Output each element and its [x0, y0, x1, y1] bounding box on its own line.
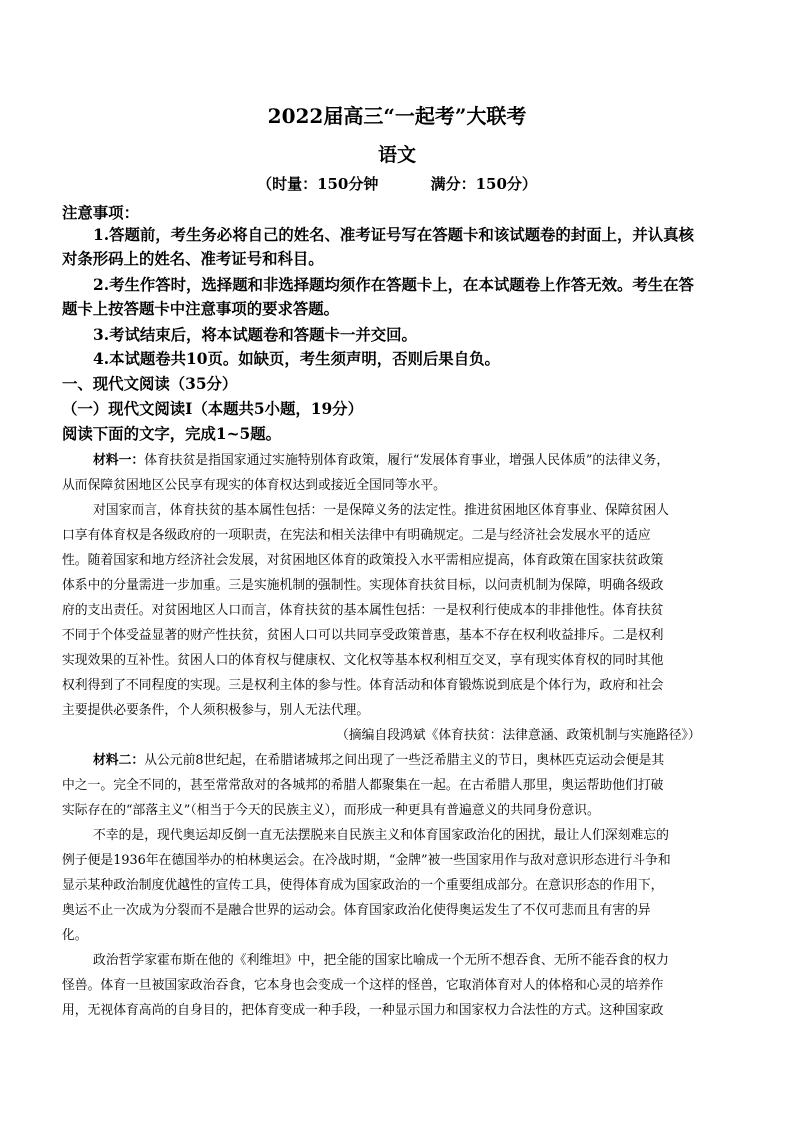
- material-one-label: 材料一：: [93, 453, 145, 468]
- material-one-source: （摘编自段鸿斌《体育扶贫：法律意涵、政策机制与实施路径》）: [336, 728, 701, 743]
- material-two-label: 材料二：: [93, 753, 145, 768]
- reading-instruction: 阅读下面的文字，完成1~5题。: [62, 425, 282, 443]
- exam-title: 2022届高三“一起考”大联考: [267, 104, 527, 128]
- passage-line: 权利得到了不同程度的实现。三是权利主体的参与性。体育活动和体育锻炼说到底是个体行为，政府和社会: [62, 678, 664, 693]
- passage-line: 体系中的分量需进一步加重。三是实施机制的强制性。实现体育扶贫目标，以问责机制为保障，明确各级政: [62, 578, 664, 593]
- passage-line: 化。: [62, 928, 88, 943]
- passage-line: 对国家而言，体育扶贫的基本属性包括：一是保障义务的法定性。推进贫困地区体育事业、保障贫困人: [93, 503, 669, 518]
- subject-title: 语文: [377, 144, 416, 166]
- section-heading: 一、现代文阅读（35分）: [62, 375, 238, 393]
- passage-line: 不同于个体受益显著的财产性扶贫，贫困人口可以共同享受政策普惠，基本不存在权利收益排斥。二是权利: [62, 628, 664, 643]
- notice-line: 4.本试题卷共10页。如缺页，考生须声明，否则后果自负。: [93, 350, 500, 368]
- notice-line: 2.考生作答时，选择题和非选择题均须作在答题卡上，在本试题卷上作答无效。考生在答: [93, 276, 694, 294]
- passage-line: 性。随着国家和地方经济社会发展，对贫困地区体育的政策投入水平需相应提高，体育政策在国家扶贫政策: [62, 553, 664, 568]
- passage-line: 显示某种政治制度优越性的宣传工具，使得体育成为国家政治的一个重要组成部分。在意识形态的作用下，: [62, 878, 664, 893]
- passage-text: 从公元前8世纪起，在希腊诸城邦之间出现了一些泛希腊主义的节日，奥林匹克运动会便是其: [144, 753, 665, 768]
- notice-heading: 注意事项：: [62, 204, 139, 222]
- sub-section-heading: （一）现代文阅读Ⅰ（本题共5小题，19分）: [62, 400, 363, 418]
- passage-line: 口享有体育权是各级政府的一项职责，在宪法和相关法律中有明确规定。二是与经济社会发展水平的适应: [62, 528, 651, 543]
- notice-line: 题卡上按答题卡中注意事项的要求答题。: [62, 300, 340, 318]
- notice-line: 1.答题前，考生务必将自己的姓名、准考证号写在答题卡和该试题卷的封面上，并认真核: [93, 226, 694, 244]
- time-score: （时量：150分钟 满分：150分）: [257, 175, 537, 193]
- passage-line: 主要提供必要条件，个人须积极参与，别人无法代理。: [62, 703, 370, 718]
- passage-line: 例子便是1936年在德国举办的柏林奥运会。在冷战时期，“金牌”被一些国家用作与敌对意识形态进行斗争和: [62, 853, 671, 868]
- notice-line: 3.考试结束后，将本试题卷和答题卡一并交回。: [93, 326, 417, 344]
- passage-line: 不幸的是，现代奥运却反倒一直无法摆脱来自民族主义和体育国家政治化的困扰，最让人们深刻难忘的: [93, 828, 669, 843]
- passage-line: [93, 449, 669, 468]
- passage-line: 中之一。完全不同的，甚至常常敌对的各城邦的希腊人都聚集在一起。在古希腊人那里，奥运帮助他们打破: [62, 778, 664, 793]
- passage-line: [93, 749, 664, 768]
- passage-line: 政治哲学家霍布斯在他的《利维坦》中，把全能的国家比喻成一个无所不想吞食、无所不能吞食的权力: [93, 953, 669, 968]
- passage-line: 府的支出责任。对贫困地区人口而言，体育扶贫的基本属性包括：一是权利行使成本的非排他性。体育扶贫: [62, 603, 664, 618]
- passage-line: 奥运不止一次成为分裂而不是融合世界的运动会。体育国家政治化使得奥运发生了不仅可悲而且有害的异: [62, 903, 651, 918]
- passage-line: 怪兽。体育一旦被国家政治吞食，它本身也会变成一个这样的怪兽，它取消体育对人的体格和心灵的培养作: [62, 978, 664, 993]
- notice-line: 对条形码上的姓名、准考证号和科目。: [62, 250, 324, 268]
- passage-text: 体育扶贫是指国家通过实施特别体育政策，履行“发展体育事业，增强人民体质”的法律义务，: [144, 453, 670, 468]
- passage-line: 从而保障贫困地区公民享有现实的体育权达到或接近全国同等水平。: [62, 478, 446, 493]
- passage-line: 用，无视体育高尚的自身目的，把体育变成一种手段，一种显示国力和国家权力合法性的方式。这种国家政: [62, 1003, 664, 1018]
- passage-line: 实现效果的互补性。贫困人口的体育权与健康权、文化权等基本权利相互交叉，享有现实体育权的同时其他: [62, 653, 664, 668]
- passage-line: 实际存在的“部落主义”（相当于今天的民族主义），而形成一种更具有普遍意义的共同身份意识。: [62, 803, 600, 818]
